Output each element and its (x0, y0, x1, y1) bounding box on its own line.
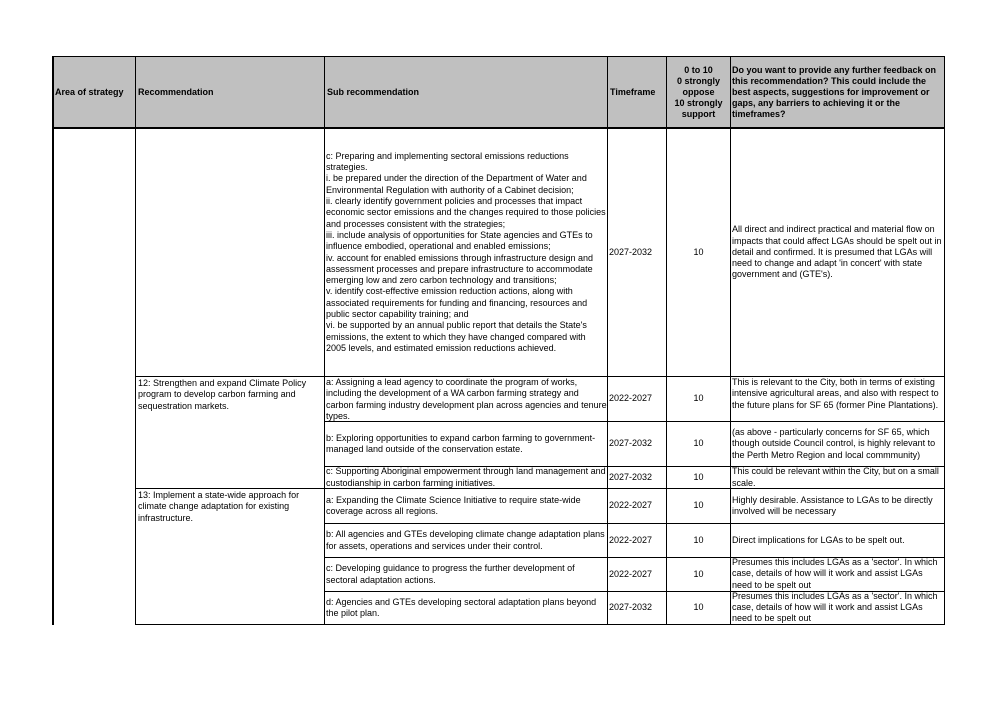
column-border (607, 56, 608, 625)
column-border (944, 56, 945, 625)
column-border (135, 56, 136, 128)
feedback-cell: (as above - particularly concerns for SF 65, which though outside Council control, is highly relevant to the Perth Metro Region and local commmunity) (732, 427, 936, 460)
column-border (52, 56, 54, 625)
rating-cell: 10 (693, 568, 704, 579)
rating-cell: 10 (693, 500, 704, 511)
sub-recommendation-cell: c: Supporting Aboriginal empowerment through land management and custodianship in carbon farming initiatives. (326, 467, 606, 488)
timeframe-cell: 2027-2032 (609, 471, 653, 482)
feedback-cell: This is relevant to the City, both in terms of existing intensive agricultural areas, and also with respect to the future plans for SF 65 (former Pine Plantations). (732, 377, 939, 410)
recommendation-cell: 12: Strengthen and expand Climate Policy program to develop carbon farming and sequestration markets. (138, 378, 307, 411)
rating-cell: 10 (693, 393, 704, 404)
feedback-cell: Presumes this includes LGAs as a 'sector'. In which case, details of how will it work and assist LGAs need to be spelt out (732, 557, 938, 590)
header-area-of-strategy: Area of strategy (55, 86, 124, 97)
timeframe-cell: 2027-2032 (609, 246, 653, 257)
sub-recommendation-cell: a: Expanding the Climate Science Initiative to require state-wide coverage across all regions. (326, 494, 581, 516)
timeframe-cell: 2027-2032 (609, 438, 653, 449)
row-border (135, 624, 945, 625)
header-feedback: Do you want to provide any further feedback on this recommendation? This could include the best aspects, suggestions for improvement or gaps, any barriers to achieving it or the timeframes? (732, 64, 937, 119)
rating-cell: 10 (693, 534, 704, 545)
recommendation-cell: 13: Implement a state-wide approach for climate change adaptation for existing infrastructure. (138, 490, 300, 523)
timeframe-cell: 2022-2027 (609, 500, 653, 511)
header-sub-recommendation: Sub recommendation (327, 86, 420, 97)
rating-cell: 10 (693, 471, 704, 482)
header-rating-scale: 0 to 10 0 strongly oppose 10 strongly support (674, 64, 723, 119)
timeframe-cell: 2022-2027 (609, 393, 653, 404)
column-border (324, 56, 325, 625)
column-border (730, 56, 731, 625)
header-recommendation: Recommendation (138, 86, 214, 97)
rating-cell: 10 (693, 602, 704, 613)
feedback-cell: Highly desirable. Assistance to LGAs to be directly involved will be necessary (732, 494, 933, 516)
sub-recommendation-cell: b: Exploring opportunities to expand carbon farming to government-managed land outside of the conservation estate. (326, 432, 596, 454)
rating-cell: 10 (693, 246, 704, 257)
feedback-cell: This could be relevant within the City, but on a small scale. (732, 467, 939, 488)
sub-recommendation-cell: a: Assigning a lead agency to coordinate the program of works, including the development of a WA carbon farming strategy and carbon farming industry development plan across agencies and tenure types. (326, 377, 607, 421)
sub-recommendation-cell: b: All agencies and GTEs developing climate change adaptation plans for assets, operations and services under their control. (326, 529, 605, 551)
header-timeframe: Timeframe (610, 86, 656, 97)
rating-cell: 10 (693, 438, 704, 449)
sub-recommendation-cell: c: Developing guidance to progress the further development of sectoral adaptation actions. (326, 563, 575, 585)
feedback-cell: All direct and indirect practical and material flow on impacts that could affect LGAs should be spelt out in detail and confirmed. It is presumed that LGAs will need to change and adapt 'in concert' with state government and (GTE's). (732, 224, 942, 280)
sub-recommendation-cell: c: Preparing and implementing sectoral emissions reductions strategies. i. be prepared under the direction of the Department of Water and Environmental Regulation with authority of a Cabinet decision; ii. clearly identify government policies and processes that impact economic sector emissions and the changes required to those policies and processes consistent with the strategies; iii. include analysis of opportunities for State agencies and GTEs to influence embodied, operational and enabled emissions; iv. account for enabled emissions through infrastructure design and assessment processes and prepare infrastructure to accommodate emerging low and zero carbon technology and transitions; v. identify cost-effective emission reduction actions, along with associated requirements for funding and financing, resources and public sector capability training; and vi. be supported by an annual public report that details the State's emissions, the extent to which they have changed compared with 2005 levels, and estimated emission reductions achieved. (326, 150, 606, 353)
timeframe-cell: 2022-2027 (609, 534, 653, 545)
feedback-cell: Presumes this includes LGAs as a 'sector'. In which case, details of how will it work and assist LGAs need to be spelt out (732, 591, 938, 624)
timeframe-cell: 2027-2032 (609, 602, 653, 613)
sub-recommendation-cell: d: Agencies and GTEs developing sectoral adaptation plans beyond the pilot plan. (326, 596, 597, 618)
feedback-cell: Direct implications for LGAs to be spelt out. (732, 534, 905, 545)
timeframe-cell: 2022-2027 (609, 568, 653, 579)
